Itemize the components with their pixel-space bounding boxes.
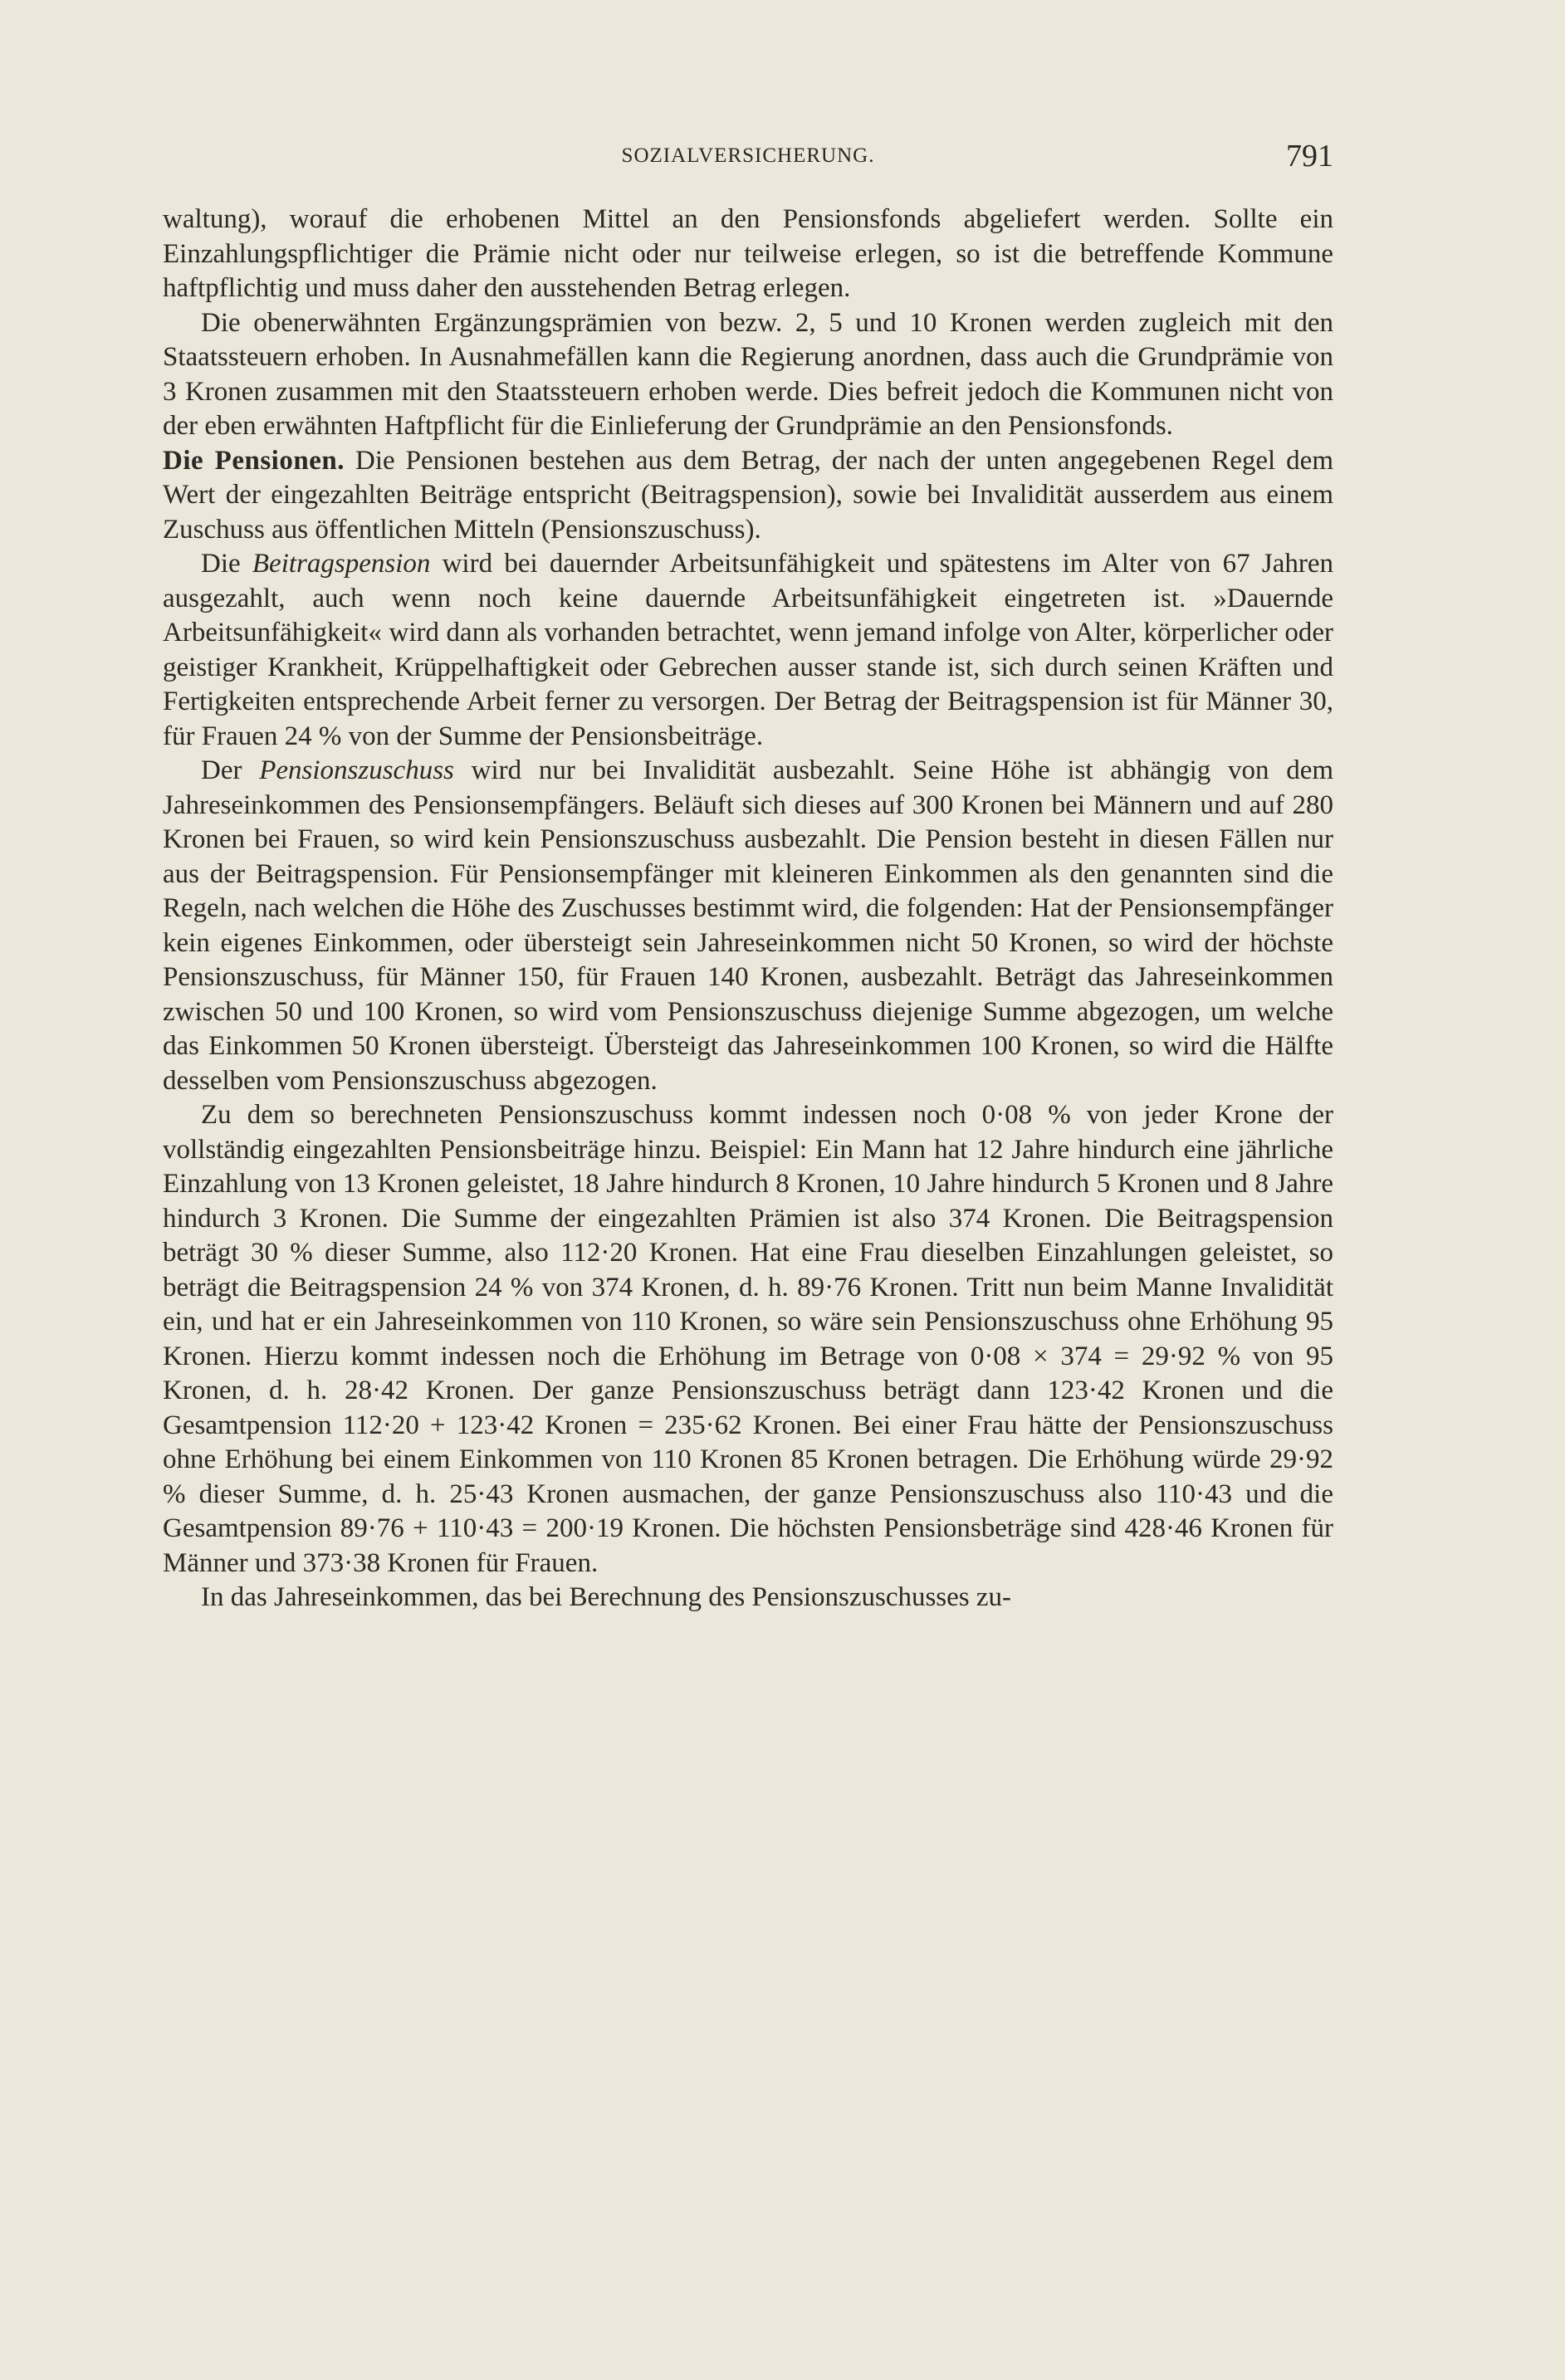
paragraph-5-start: Der <box>201 755 260 785</box>
page-number: 791 <box>1286 139 1333 173</box>
paragraph-4 <box>163 547 1333 754</box>
paragraph-6: Zu dem so berechneten Pensionszuschuss kommt indessen noch 0·08 % von jeder Krone der vollständig eingezahlten Pensionsbeiträge hinzu. Beispiel: Ein Mann hat 12 Jahre hindurch eine jährliche Einzahlung von 13 Kronen geleistet, 18 Jahre hindurch 8 Kronen, 10 Jahre hindurch 5 Kronen und 8 Jahre hindurch 3 Kronen. Die Summe der eingezahlten Prämien ist also 374 Kronen. Die Beitragspension beträgt 30 % dieser Summe, also 112·20 Kronen. Hat eine Frau dieselben Einzahlungen geleistet, so beträgt die Beitragspension 24 % von 374 Kronen, d. h. 89·76 Kronen. Tritt nun beim Manne Invalidität ein, und hat er ein Jahreseinkommen von 110 Kronen, so wäre sein Pensionszuschuss ohne Erhöhung 95 Kronen. Hierzu kommt indessen noch die Erhöhung im Betrage von 0·08 × 374 = 29·92 % von 95 Kronen, d. h. 28·42 Kronen. Der ganze Pensionszuschuss beträgt dann 123·42 Kronen und die Gesamtpension 112·20 + 123·42 Kronen = 235·62 Kronen. Bei einer Frau hätte der Pensionszuschuss ohne Erhöhung bei einem Einkommen von 110 Kronen 85 Kronen betragen. Die Erhöhung würde 29·92 % dieser Summe, d. h. 25·43 Kronen ausmachen, der ganze Pensionszuschuss also 110·43 und die Gesamtpension 89·76 + 110·43 = 200·19 Kronen. Die höchsten Pensionsbeträge sind 428·46 Kronen für Männer und 373·38 Kronen für Frauen. <box>163 1100 1333 1578</box>
paragraph-4-text: wird bei dauernder Arbeitsunfähigkeit und spätestens im Alter von 67 Jahren ausgezahlt, auch wenn noch keine dauernde Arbeitsunfähigkeit eingetreten ist. »Dauernde Arbeitsunfähigkeit« wird dann als vorhanden betrachtet, wenn jemand infolge von Alter, körperlicher oder geistiger Krankheit, Krüppelhaftigkeit oder Gebrechen ausser stande ist, sich durch seinen Kräften und Fertigkeiten entsprechende Arbeit ferner zu versorgen. Der Betrag der Beitragspension ist für Männer 30, für Frauen 24 % von der Summe der Pensionsbeiträge. <box>163 549 1333 751</box>
paragraph-3-text: Die Pensionen bestehen aus dem Betrag, der nach der unten angegebenen Regel dem Wert der eingezahlten Beiträge entspricht (Beitragspension), sowie bei Invalidität ausserdem aus einem Zuschuss aus öffentlichen Mitteln (Pensionszuschuss). <box>163 445 1333 545</box>
paragraph-7: In das Jahreseinkommen, das bei Berechnung des Pensionszuschusses zu- <box>201 1582 1012 1612</box>
page-header <box>163 139 1333 181</box>
paragraph-4-start: Die <box>201 549 252 579</box>
running-head: SOZIALVERSICHERUNG. <box>621 144 875 167</box>
paragraph-5 <box>163 754 1333 1098</box>
section-heading-pensionen: Die Pensionen. <box>163 445 345 476</box>
term-beitragspension: Beitragspension <box>252 549 431 579</box>
paragraph-5-text: wird nur bei Invalidität ausbezahlt. Seine Höhe ist abhängig von dem Jahreseinkommen des Pensionsempfängers. Beläuft sich dieses auf 300 Kronen bei Männern und auf 280 Kronen bei Frauen, so wird kein Pensionszuschuss ausbezahlt. Die Pension besteht in diesen Fällen nur aus der Beitragspension. Für Pensionsempfänger mit kleineren Einkommen als den genannten sind die Regeln, nach welchen die Höhe des Zuschusses bestimmt wird, die folgenden: Hat der Pensionsempfänger kein eigenes Einkommen, oder übersteigt sein Jahreseinkommen nicht 50 Kronen, so wird der höchste Pensionszuschuss, für Männer 150, für Frauen 140 Kronen, ausbezahlt. Beträgt das Jahreseinkommen zwischen 50 und 100 Kronen, so wird vom Pensionszuschuss diejenige Summe abgezogen, um welche das Einkommen 50 Kronen übersteigt. Übersteigt das Jahreseinkommen 100 Kronen, so wird die Hälfte desselben vom Pensionszuschuss abgezogen. <box>163 755 1334 1096</box>
body-text <box>163 203 1333 1615</box>
paragraph-1: waltung), worauf die erhobenen Mittel an den Pensionsfonds abgeliefert werden. Sollte ein Einzahlungspflichtiger die Prämie nicht oder nur teilweise erlegen, so ist die betreffende Kommune haftpflichtig und muss daher den ausstehenden Betrag erlegen. <box>163 204 1333 303</box>
paragraph-2: Die obenerwähnten Ergänzungsprämien von bezw. 2, 5 und 10 Kronen werden zugleich mit den Staatssteuern erhoben. In Ausnahmefällen kann die Regierung anordnen, dass auch die Grundprämie von 3 Kronen zusammen mit den Staatssteuern erhoben werde. Dies befreit jedoch die Kommunen nicht von der eben erwähnten Haftpflicht für die Einlieferung der Grundprämie an den Pensionsfonds. <box>163 307 1333 441</box>
paragraph-3 <box>163 444 1333 548</box>
term-pensionszuschuss: Pensionszuschuss <box>259 755 454 785</box>
